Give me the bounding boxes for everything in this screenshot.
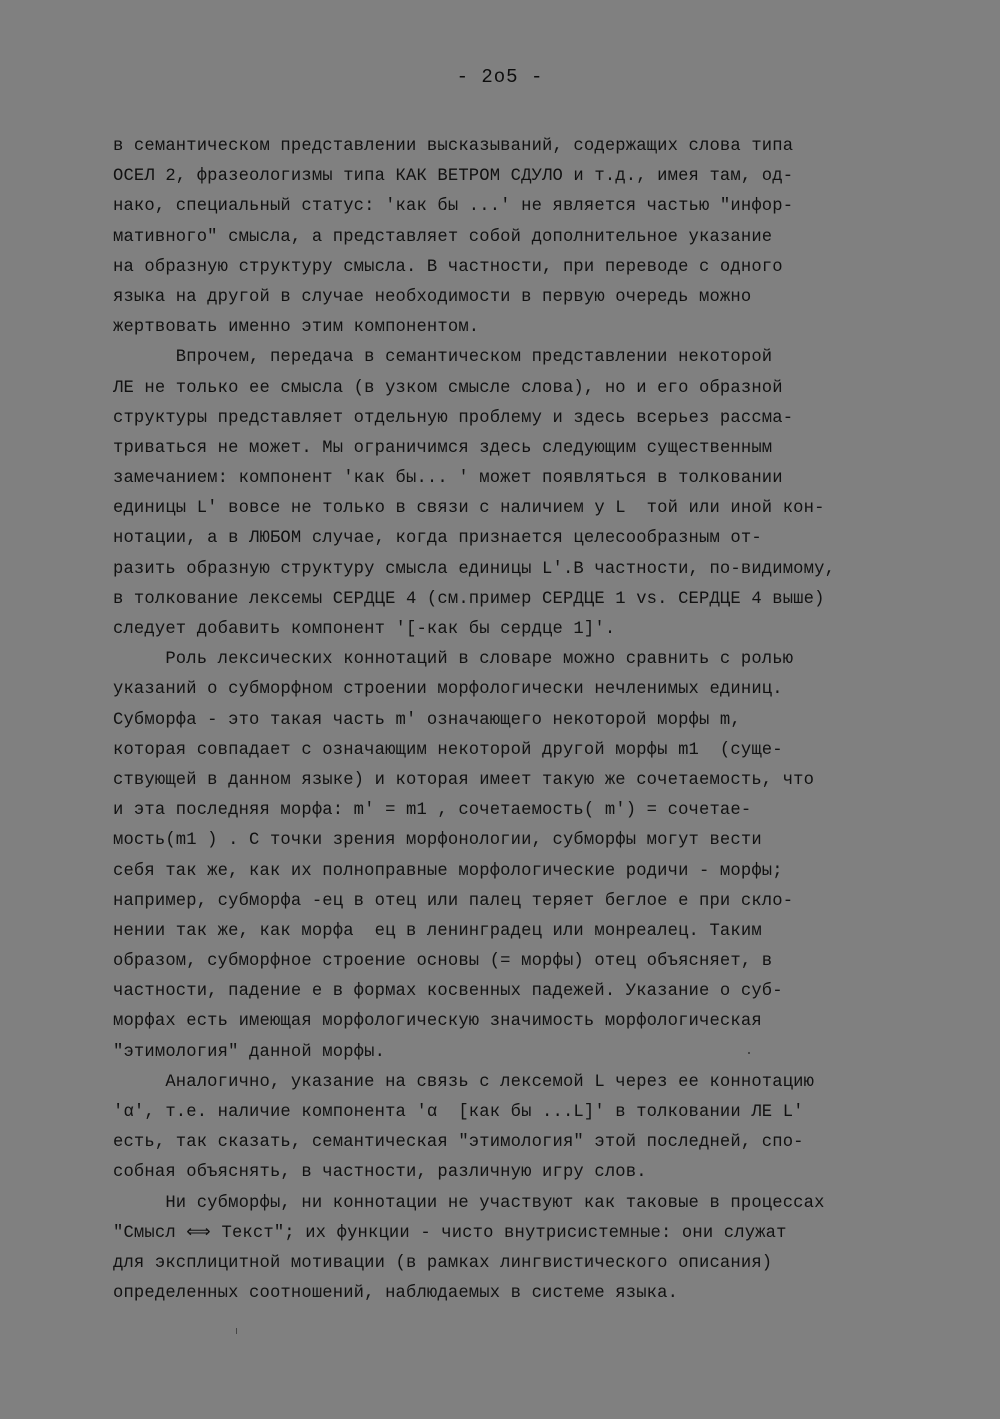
text-line: для эксплицитной мотивации (в рамках лингвистического описания) (113, 1253, 773, 1273)
text-line: например, субморфа -ец в отец или палец теряет беглое е при скло- (113, 891, 794, 911)
text-line: частности, падение е в формах косвенных падежей. Указание о суб- (113, 982, 783, 1002)
text-line: ствующей в данном языке) и которая имеет такую же сочетаемость, что (113, 770, 815, 790)
text-line: 'α', т.е. наличие компонента 'α [как бы ...L]' в толковании ЛЕ L' (113, 1103, 804, 1122)
text-line: триваться не может. Мы ограничимся здесь следующим существенным (113, 438, 773, 458)
text-line: "этимология" данной морфы. (113, 1042, 386, 1062)
page-number: - 2o5 - (456, 66, 544, 88)
text-line: нении так же, как морфа ец в ленинградец или монреалец. Таким (113, 921, 762, 941)
text-line: и эта последняя морфа: m' = m1 , сочетаемость( m') = сочетае- (113, 801, 752, 821)
text-line: Аналогично, указание на связь с лексемой L через ее коннотацию (113, 1072, 815, 1092)
text-line: структуры представляет отдельную проблему и здесь всерьез рассма- (113, 408, 794, 428)
text-line: мативного" смысла, а представляет собой дополнительное указание (113, 227, 773, 247)
text-line: которая совпадает с означающим некоторой другой морфы m1 (суще- (113, 740, 783, 760)
scan-speck (748, 1052, 750, 1054)
text-line: собная объяснять, в частности, различную игру слов. (113, 1163, 647, 1183)
text-line: нотации, а в ЛЮБОМ случае, когда признается целесообразным от- (113, 529, 762, 549)
text-line: следует добавить компонент '[-как бы сердце 1]'. (113, 620, 616, 639)
text-line: нако, специальный статус: 'как бы ...' не является частью "инфор- (113, 197, 794, 217)
text-line: "Смысл ⟺ Текст"; их функции - чисто внутрисистемные: они служат (113, 1223, 787, 1243)
text-line: в толкование лексемы СЕРДЦЕ 4 (см.пример СЕРДЦЕ 1 vs. СЕРДЦЕ 4 выше) (113, 589, 825, 609)
text-line: есть, так сказать, семантическая "этимология" этой последней, спо- (113, 1133, 804, 1153)
text-line: себя так же, как их полноправные морфологические родичи - морфы; (113, 861, 783, 881)
text-line: Субморфа - это такая часть m' означающего некоторой морфы m, (113, 710, 741, 730)
text-line: Роль лексических коннотаций в словаре можно сравнить с ролью (113, 650, 794, 670)
text-line: на образную структуру смысла. В частности, при переводе с одного (113, 257, 783, 277)
text-line: мость(m1 ) . С точки зрения морфонологии, субморфы могут вести (113, 831, 762, 851)
text-line: языка на другой в случае необходимости в первую очередь можно (113, 287, 752, 307)
text-line: Ни субморфы, ни коннотации не участвуют как таковые в процессах (113, 1193, 825, 1213)
text-line: морфах есть имеющая морфологическую значимость морфологическая (113, 1012, 762, 1032)
text-line: указаний о субморфном строении морфологически нечленимых единиц. (113, 680, 783, 700)
text-line: Впрочем, передача в семантическом представлении некоторой (113, 348, 773, 368)
body-text (113, 132, 933, 1309)
scan-speck (236, 1328, 237, 1334)
text-line: ЛЕ не только ее смысла (в узком смысле слова), но и его образной (113, 378, 783, 398)
text-line: образом, субморфное строение основы (= морфы) отец объясняет, в (113, 952, 773, 972)
text-line: определенных соотношений, наблюдаемых в системе языка. (113, 1284, 679, 1304)
text-line: замечанием: компонент 'как бы... ' может появляться в толковании (113, 469, 783, 489)
text-line: жертвовать именно этим компонентом. (113, 318, 480, 338)
text-line: ОСЕЛ 2, фразеологизмы типа КАК ВЕТРОМ СДУЛО и т.д., имея там, од- (113, 167, 794, 187)
text-line: разить образную структуру смысла единицы L'.В частности, по-видимому, (113, 559, 836, 579)
text-line: единицы L' вовсе не только в связи с наличием у L той или иной кон- (113, 499, 825, 519)
text-line: в семантическом представлении высказываний, содержащих слова типа (113, 137, 794, 156)
